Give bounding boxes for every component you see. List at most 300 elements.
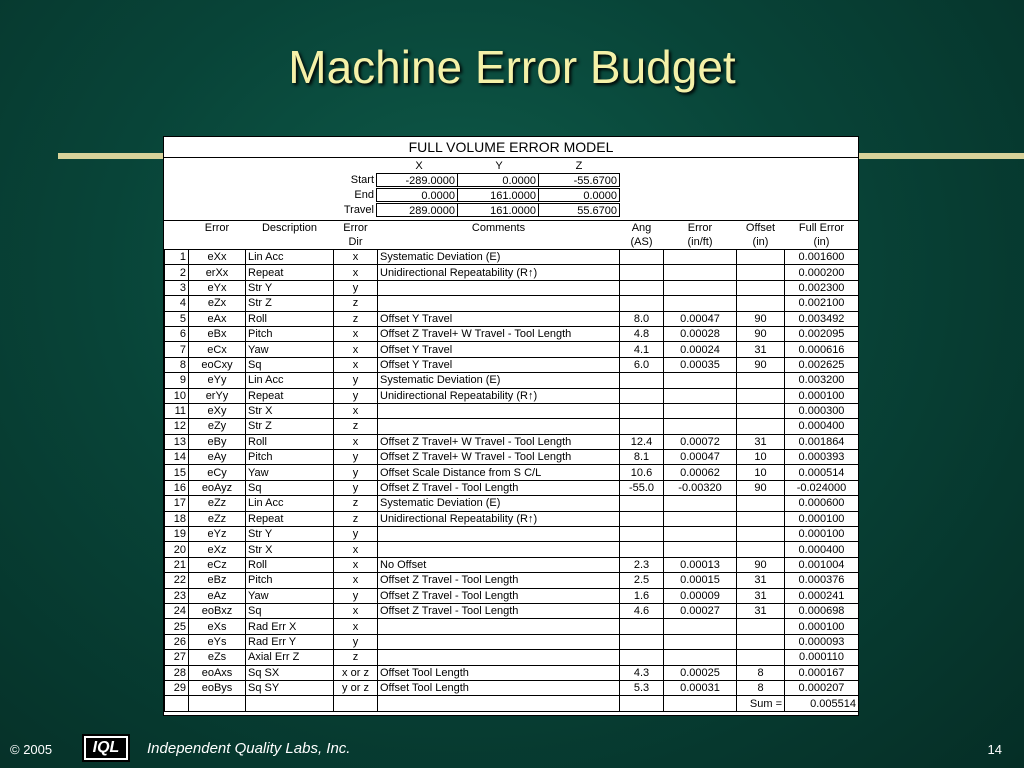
sum-label: Sum =: [737, 696, 785, 711]
comment-cell: Offset Scale Distance from S C/L: [378, 465, 620, 480]
angle-cell: [620, 619, 664, 634]
full-error-cell: 0.000100: [785, 619, 859, 634]
row-number-cell: 18: [165, 511, 189, 526]
error-code-cell: eCz: [189, 557, 246, 572]
full-error-cell: 0.000100: [785, 388, 859, 403]
angle-cell: [620, 403, 664, 418]
table-row: [165, 542, 859, 557]
table-row: [165, 388, 859, 403]
offset-cell: [737, 496, 785, 511]
error-code-cell: eBy: [189, 434, 246, 449]
angle-cell: [620, 265, 664, 280]
error-code-cell: eZz: [189, 511, 246, 526]
axis-x-label: X: [415, 160, 423, 172]
row-number-cell: 26: [165, 634, 189, 649]
error-code-cell: erXx: [189, 265, 246, 280]
offset-cell: 8: [737, 665, 785, 680]
error-code-cell: eAx: [189, 311, 246, 326]
travel-label: Travel: [343, 204, 374, 216]
table-row: [165, 326, 859, 341]
row-number-cell: 9: [165, 373, 189, 388]
description-cell: Str Y: [246, 527, 334, 542]
row-number-cell: 23: [165, 588, 189, 603]
full-error-cell: 0.000600: [785, 496, 859, 511]
error-rate-cell: 0.00027: [664, 603, 737, 618]
description-cell: Lin Acc: [246, 496, 334, 511]
offset-cell: [737, 388, 785, 403]
full-error-cell: 0.001004: [785, 557, 859, 572]
comment-cell: Offset Y Travel: [378, 357, 620, 372]
error-rate-cell: [664, 527, 737, 542]
comment-cell: [378, 619, 620, 634]
row-number-cell: 28: [165, 665, 189, 680]
row-number-cell: 6: [165, 326, 189, 341]
comment-cell: Offset Z Travel - Tool Length: [378, 573, 620, 588]
offset-cell: [737, 403, 785, 418]
full-error-cell: -0.024000: [785, 480, 859, 495]
error-dir-cell: x: [334, 434, 378, 449]
row-number-cell: 27: [165, 650, 189, 665]
end-label: End: [354, 189, 374, 201]
description-cell: Sq: [246, 603, 334, 618]
full-error-cell: 0.000400: [785, 542, 859, 557]
error-rate-cell: [664, 280, 737, 295]
start-y: 0.0000: [457, 173, 539, 187]
header-ang-unit: (AS): [630, 236, 653, 248]
error-dir-cell: x: [334, 326, 378, 341]
error-rate-cell: [664, 296, 737, 311]
angle-cell: [620, 296, 664, 311]
comment-cell: No Offset: [378, 557, 620, 572]
error-rate-cell: [664, 265, 737, 280]
comment-cell: [378, 634, 620, 649]
error-rate-cell: 0.00047: [664, 311, 737, 326]
table-row: [165, 634, 859, 649]
error-dir-cell: x: [334, 342, 378, 357]
start-x: -289.0000: [376, 173, 458, 187]
description-cell: Rad Err X: [246, 619, 334, 634]
description-cell: Lin Acc: [246, 373, 334, 388]
error-dir-cell: y: [334, 280, 378, 295]
error-rate-cell: [664, 373, 737, 388]
full-error-cell: 0.000300: [785, 403, 859, 418]
description-cell: Axial Err Z: [246, 650, 334, 665]
description-cell: Sq: [246, 480, 334, 495]
error-rate-cell: 0.00009: [664, 588, 737, 603]
error-table: [164, 221, 859, 712]
description-cell: Str X: [246, 542, 334, 557]
error-rate-cell: 0.00047: [664, 450, 737, 465]
description-cell: Pitch: [246, 326, 334, 341]
description-cell: Roll: [246, 311, 334, 326]
comment-cell: Unidirectional Repeatability (R↑): [378, 265, 620, 280]
travel-x: 289.0000: [376, 203, 458, 217]
angle-cell: [620, 496, 664, 511]
row-number-cell: 20: [165, 542, 189, 557]
error-rate-cell: 0.00013: [664, 557, 737, 572]
end-x: 0.0000: [376, 188, 458, 202]
table-row: [165, 403, 859, 418]
table-row: [165, 496, 859, 511]
travel-parameters: [164, 158, 858, 221]
row-number-cell: 24: [165, 603, 189, 618]
error-rate-cell: [664, 496, 737, 511]
table-row: [165, 588, 859, 603]
angle-cell: 2.5: [620, 573, 664, 588]
table-row: [165, 480, 859, 495]
error-code-cell: eCy: [189, 465, 246, 480]
row-number-cell: 2: [165, 265, 189, 280]
error-code-cell: eZz: [189, 496, 246, 511]
error-code-cell: eCx: [189, 342, 246, 357]
error-dir-cell: x: [334, 619, 378, 634]
error-dir-cell: x: [334, 250, 378, 265]
description-cell: Rad Err Y: [246, 634, 334, 649]
row-number-cell: 15: [165, 465, 189, 480]
error-dir-cell: y: [334, 373, 378, 388]
comment-cell: Offset Tool Length: [378, 665, 620, 680]
header-full-error: Full Error: [798, 222, 845, 234]
description-cell: Lin Acc: [246, 250, 334, 265]
full-error-cell: 0.000100: [785, 527, 859, 542]
full-error-cell: 0.002100: [785, 296, 859, 311]
full-error-cell: 0.003492: [785, 311, 859, 326]
angle-cell: 4.1: [620, 342, 664, 357]
row-number-cell: 8: [165, 357, 189, 372]
error-dir-cell: z: [334, 511, 378, 526]
full-error-cell: 0.001600: [785, 250, 859, 265]
error-rate-cell: [664, 511, 737, 526]
table-row: [165, 265, 859, 280]
error-code-cell: eXx: [189, 250, 246, 265]
offset-cell: [737, 280, 785, 295]
angle-cell: [620, 419, 664, 434]
angle-cell: 4.6: [620, 603, 664, 618]
error-code-cell: eoBxz: [189, 603, 246, 618]
error-code-cell: eAz: [189, 588, 246, 603]
angle-cell: [620, 280, 664, 295]
comment-cell: [378, 296, 620, 311]
angle-cell: 6.0: [620, 357, 664, 372]
error-code-cell: eZy: [189, 419, 246, 434]
comment-cell: Offset Z Travel - Tool Length: [378, 603, 620, 618]
row-number-cell: 29: [165, 680, 189, 695]
offset-cell: 90: [737, 480, 785, 495]
row-number-cell: 21: [165, 557, 189, 572]
error-dir-cell: x: [334, 542, 378, 557]
header-description: Description: [261, 222, 318, 234]
description-cell: Sq: [246, 357, 334, 372]
angle-cell: -55.0: [620, 480, 664, 495]
full-error-cell: 0.002625: [785, 357, 859, 372]
comment-cell: Offset Z Travel+ W Travel - Tool Length: [378, 450, 620, 465]
sum-value: 0.005514: [785, 696, 859, 711]
description-cell: Roll: [246, 434, 334, 449]
table-row: [165, 450, 859, 465]
table-row: [165, 342, 859, 357]
full-error-cell: 0.002300: [785, 280, 859, 295]
description-cell: Str X: [246, 403, 334, 418]
error-code-cell: eXs: [189, 619, 246, 634]
error-rate-cell: [664, 419, 737, 434]
row-number-cell: 12: [165, 419, 189, 434]
error-code-cell: eZs: [189, 650, 246, 665]
header-error: Error: [204, 222, 230, 234]
angle-cell: [620, 511, 664, 526]
full-error-cell: 0.000207: [785, 680, 859, 695]
comment-cell: Systematic Deviation (E): [378, 373, 620, 388]
error-dir-cell: x: [334, 603, 378, 618]
table-row: [165, 419, 859, 434]
error-code-cell: eoAyz: [189, 480, 246, 495]
header-dir-sub: Dir: [348, 236, 363, 248]
full-error-cell: 0.000093: [785, 634, 859, 649]
comment-cell: Offset Z Travel+ W Travel - Tool Length: [378, 434, 620, 449]
error-dir-cell: z: [334, 496, 378, 511]
table-row: [165, 603, 859, 618]
comment-cell: Unidirectional Repeatability (R↑): [378, 511, 620, 526]
error-code-cell: eYz: [189, 527, 246, 542]
header-full-error-unit: (in): [813, 236, 830, 248]
model-title: FULL VOLUME ERROR MODEL: [164, 137, 858, 158]
start-label: Start: [350, 174, 374, 186]
error-dir-cell: z: [334, 419, 378, 434]
comment-cell: Offset Z Travel - Tool Length: [378, 588, 620, 603]
offset-cell: [737, 419, 785, 434]
row-number-cell: 19: [165, 527, 189, 542]
offset-cell: [737, 296, 785, 311]
error-code-cell: eoAxs: [189, 665, 246, 680]
comment-cell: Offset Z Travel+ W Travel - Tool Length: [378, 326, 620, 341]
error-rate-cell: 0.00025: [664, 665, 737, 680]
comment-cell: [378, 527, 620, 542]
end-z: 0.0000: [538, 188, 620, 202]
table-row: [165, 511, 859, 526]
table-row: [165, 250, 859, 265]
company-name: Independent Quality Labs, Inc.: [147, 740, 351, 757]
offset-cell: [737, 265, 785, 280]
error-rate-cell: 0.00035: [664, 357, 737, 372]
header-error-dir: Error: [343, 222, 368, 234]
offset-cell: 90: [737, 357, 785, 372]
angle-cell: 8.0: [620, 311, 664, 326]
full-error-cell: 0.000167: [785, 665, 859, 680]
copyright: © 2005: [10, 742, 53, 757]
description-cell: Sq SY: [246, 680, 334, 695]
angle-cell: [620, 634, 664, 649]
table-row: [165, 280, 859, 295]
error-rate-cell: 0.00031: [664, 680, 737, 695]
comment-cell: Unidirectional Repeatability (R↑): [378, 388, 620, 403]
logo-text: IQL: [86, 738, 126, 758]
error-rows: [165, 250, 859, 696]
error-dir-cell: y: [334, 527, 378, 542]
description-cell: Pitch: [246, 573, 334, 588]
header-ang: Ang: [631, 222, 652, 234]
error-dir-cell: x: [334, 265, 378, 280]
angle-cell: 4.8: [620, 326, 664, 341]
header-error-rate: Error: [687, 222, 713, 234]
error-code-cell: eoCxy: [189, 357, 246, 372]
offset-cell: [737, 619, 785, 634]
error-rate-cell: [664, 650, 737, 665]
full-error-cell: 0.000400: [785, 419, 859, 434]
table-row: [165, 311, 859, 326]
error-code-cell: eYy: [189, 373, 246, 388]
row-number-cell: 3: [165, 280, 189, 295]
error-dir-cell: x: [334, 403, 378, 418]
header-offset-unit: (in): [752, 236, 769, 248]
angle-cell: [620, 650, 664, 665]
title-rule-right: [856, 153, 1024, 159]
start-z: -55.6700: [538, 173, 620, 187]
table-row: [165, 665, 859, 680]
comment-cell: [378, 542, 620, 557]
error-rate-cell: [664, 634, 737, 649]
error-code-cell: eYx: [189, 280, 246, 295]
error-rate-cell: [664, 388, 737, 403]
offset-cell: [737, 542, 785, 557]
description-cell: Repeat: [246, 511, 334, 526]
error-dir-cell: x: [334, 357, 378, 372]
description-cell: Pitch: [246, 450, 334, 465]
offset-cell: 10: [737, 465, 785, 480]
table-row: [165, 557, 859, 572]
error-rate-cell: 0.00072: [664, 434, 737, 449]
table-row: [165, 527, 859, 542]
offset-cell: 31: [737, 573, 785, 588]
error-dir-cell: y: [334, 634, 378, 649]
description-cell: Sq SX: [246, 665, 334, 680]
angle-cell: 12.4: [620, 434, 664, 449]
error-rate-cell: 0.00028: [664, 326, 737, 341]
comment-cell: Offset Z Travel - Tool Length: [378, 480, 620, 495]
comment-cell: Offset Y Travel: [378, 311, 620, 326]
angle-cell: [620, 373, 664, 388]
full-error-cell: 0.000376: [785, 573, 859, 588]
travel-z: 55.6700: [538, 203, 620, 217]
sum-row: [165, 696, 859, 711]
table-row: [165, 680, 859, 695]
full-error-cell: 0.000698: [785, 603, 859, 618]
full-error-cell: 0.003200: [785, 373, 859, 388]
angle-cell: [620, 250, 664, 265]
offset-cell: [737, 634, 785, 649]
error-rate-cell: [664, 250, 737, 265]
error-rate-cell: [664, 542, 737, 557]
comment-cell: [378, 650, 620, 665]
offset-cell: 31: [737, 434, 785, 449]
error-rate-cell: 0.00062: [664, 465, 737, 480]
error-code-cell: eBz: [189, 573, 246, 588]
description-cell: Str Y: [246, 280, 334, 295]
angle-cell: 10.6: [620, 465, 664, 480]
angle-cell: [620, 388, 664, 403]
header-error-unit: (in/ft): [687, 236, 713, 248]
angle-cell: 2.3: [620, 557, 664, 572]
header-offset: Offset: [745, 222, 776, 234]
error-code-cell: erYy: [189, 388, 246, 403]
comment-cell: Offset Y Travel: [378, 342, 620, 357]
comment-cell: [378, 419, 620, 434]
error-dir-cell: z: [334, 296, 378, 311]
table-row: [165, 434, 859, 449]
error-code-cell: eoBys: [189, 680, 246, 695]
offset-cell: 10: [737, 450, 785, 465]
offset-cell: 90: [737, 326, 785, 341]
page-number: 14: [987, 742, 1002, 757]
error-code-cell: eXz: [189, 542, 246, 557]
angle-cell: [620, 527, 664, 542]
row-number-cell: 22: [165, 573, 189, 588]
full-error-cell: 0.000110: [785, 650, 859, 665]
error-dir-cell: y: [334, 388, 378, 403]
error-rate-cell: [664, 619, 737, 634]
offset-cell: 90: [737, 311, 785, 326]
description-cell: Str Z: [246, 296, 334, 311]
table-row: [165, 357, 859, 372]
error-rate-cell: 0.00024: [664, 342, 737, 357]
offset-cell: [737, 511, 785, 526]
iql-logo: [82, 734, 130, 762]
error-code-cell: eBx: [189, 326, 246, 341]
title-rule-left: [58, 153, 166, 159]
offset-cell: [737, 373, 785, 388]
error-rate-cell: -0.00320: [664, 480, 737, 495]
error-code-cell: eZx: [189, 296, 246, 311]
table-row: [165, 650, 859, 665]
axis-y-label: Y: [495, 160, 503, 172]
angle-cell: [620, 542, 664, 557]
offset-cell: [737, 250, 785, 265]
row-number-cell: 17: [165, 496, 189, 511]
table-row: [165, 373, 859, 388]
full-error-cell: 0.001864: [785, 434, 859, 449]
full-error-cell: 0.000200: [785, 265, 859, 280]
angle-cell: 8.1: [620, 450, 664, 465]
full-error-cell: 0.000241: [785, 588, 859, 603]
error-dir-cell: z: [334, 650, 378, 665]
description-cell: Str Z: [246, 419, 334, 434]
offset-cell: 31: [737, 588, 785, 603]
error-code-cell: eAy: [189, 450, 246, 465]
comment-cell: Systematic Deviation (E): [378, 496, 620, 511]
full-error-cell: 0.000616: [785, 342, 859, 357]
error-dir-cell: y: [334, 480, 378, 495]
error-dir-cell: x or z: [334, 665, 378, 680]
description-cell: Yaw: [246, 588, 334, 603]
table-row: [165, 619, 859, 634]
offset-cell: [737, 527, 785, 542]
full-error-cell: 0.002095: [785, 326, 859, 341]
angle-cell: 5.3: [620, 680, 664, 695]
error-dir-cell: y or z: [334, 680, 378, 695]
error-dir-cell: z: [334, 311, 378, 326]
offset-cell: 31: [737, 603, 785, 618]
slide-title: Machine Error Budget: [288, 41, 736, 93]
row-number-cell: 1: [165, 250, 189, 265]
comment-cell: [378, 403, 620, 418]
description-cell: Yaw: [246, 465, 334, 480]
error-code-cell: eXy: [189, 403, 246, 418]
row-number-cell: 4: [165, 296, 189, 311]
angle-cell: 1.6: [620, 588, 664, 603]
description-cell: Yaw: [246, 342, 334, 357]
table-row: [165, 573, 859, 588]
error-rate-cell: 0.00015: [664, 573, 737, 588]
error-dir-cell: y: [334, 450, 378, 465]
row-number-cell: 5: [165, 311, 189, 326]
